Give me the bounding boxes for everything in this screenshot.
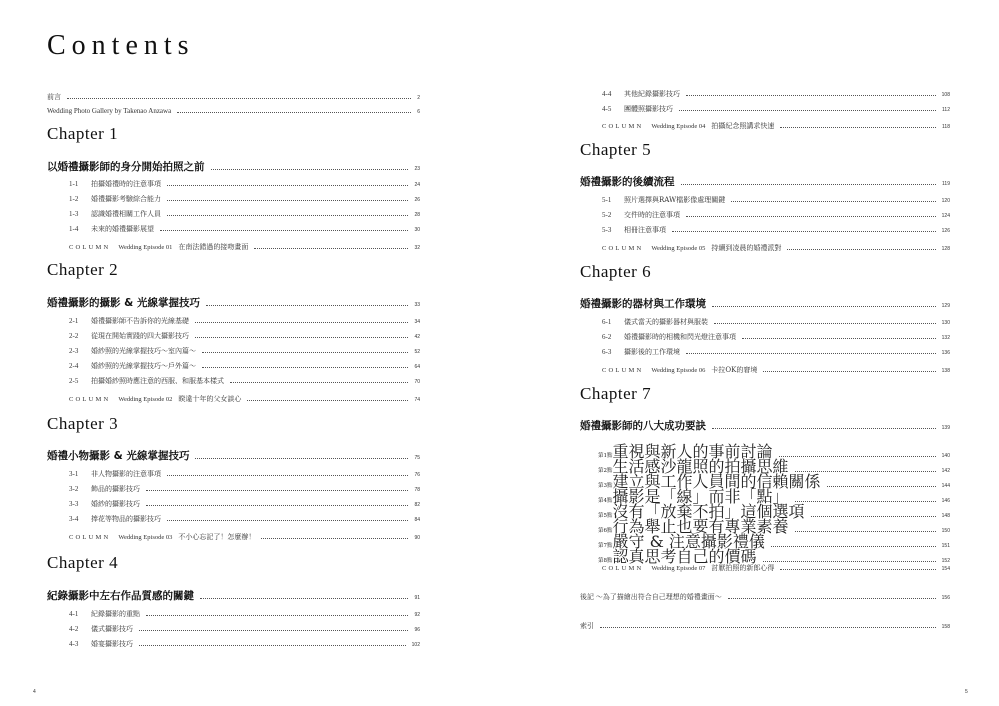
page-number: 156 (941, 595, 950, 601)
column-label: COLUMN (69, 396, 111, 403)
section-title: 生活感沙龍照的拍攝思維 (612, 457, 789, 476)
page-number: 130 (941, 320, 950, 326)
episode-title: 討厭拍照的新郎心得 (711, 564, 775, 572)
dot-leader (247, 400, 408, 401)
page-number: 78 (414, 487, 420, 493)
section-title: 從現在開始實踐的四大攝影技巧 (91, 332, 189, 340)
dot-leader (177, 112, 411, 113)
episode-number: Wedding Episode 07 (651, 565, 706, 572)
entry-text: 婚禮攝影的後續流程 (580, 176, 675, 188)
section-number: 1-3 (69, 210, 79, 218)
dot-leader (780, 127, 936, 128)
section-number: 6-1 (602, 318, 612, 326)
page-number: 144 (941, 483, 950, 489)
page-number: 138 (941, 368, 950, 374)
page-number: 24 (414, 182, 420, 188)
toc-entry-sec[interactable] (580, 104, 950, 114)
toc-entry-chapter (580, 384, 950, 404)
entry-text (69, 376, 224, 386)
page-number: 34 (414, 319, 420, 325)
dot-leader (731, 201, 935, 202)
section-number: 4-3 (69, 640, 79, 648)
section-number: 6-3 (602, 348, 612, 356)
page-number: 132 (941, 335, 950, 341)
dot-leader (679, 110, 936, 111)
section-title: 認識婚禮相關工作人員 (91, 210, 161, 218)
toc-entry-sec[interactable] (47, 224, 420, 234)
dot-leader (146, 505, 408, 506)
section-title: 攝影後的工作環境 (624, 348, 680, 356)
section-number: 6-2 (602, 333, 612, 341)
section-title: 行為舉止也要有專業素養 (612, 517, 789, 536)
section-title: 婚禮攝影時的相機和閃光燈注意事項 (624, 333, 736, 341)
toc-entry-sec[interactable] (47, 639, 420, 649)
dot-leader (712, 428, 936, 429)
page-number: 70 (414, 379, 420, 385)
section-number: 5-1 (602, 196, 612, 204)
section-title: 重視與新人的事前討論 (612, 442, 773, 461)
dot-leader (780, 569, 935, 570)
page-number: 136 (941, 350, 950, 356)
section-number: 第4點 (598, 498, 613, 504)
page-number: 126 (941, 228, 950, 234)
toc-entry-sec[interactable] (47, 179, 420, 189)
toc-entry-chapter (47, 553, 420, 573)
entry-text: Chapter 7 (580, 384, 652, 403)
section-number: 3-4 (69, 515, 79, 523)
section-title: 未來的婚禮攝影展望 (91, 225, 154, 233)
dot-leader (686, 216, 936, 217)
toc-entry-sec[interactable] (47, 469, 420, 479)
entry-text (602, 365, 757, 375)
contents-title: Contents (47, 30, 195, 61)
dot-leader (686, 95, 936, 96)
page-number: 150 (941, 528, 950, 534)
entry-text (69, 484, 140, 494)
section-number: 第6點 (598, 528, 613, 534)
column-label: COLUMN (69, 534, 111, 541)
dot-leader (763, 561, 936, 562)
entry-text (69, 331, 189, 341)
section-title: 交件時的注意事項 (624, 211, 680, 219)
toc-entry-sec[interactable] (47, 499, 420, 509)
section-number: 第8點 (598, 558, 613, 564)
page-number: 33 (414, 302, 420, 308)
toc-entry-sec[interactable] (47, 514, 420, 524)
page-number: 139 (941, 425, 950, 431)
entry-text (602, 210, 680, 220)
dot-leader (728, 598, 936, 599)
dot-leader (146, 615, 408, 616)
section-title: 非人物攝影的注意事項 (91, 470, 161, 478)
section-title: 捧花等物品的攝影技巧 (91, 515, 161, 523)
section-title: 飾品的攝影技巧 (91, 485, 140, 493)
dot-leader (202, 367, 408, 368)
page-number: 2 (417, 95, 420, 101)
toc-entry-column[interactable] (580, 365, 950, 375)
section-number: 3-3 (69, 500, 79, 508)
episode-title: 卡拉OK的窘境 (711, 366, 758, 374)
section-number: 5-3 (602, 226, 612, 234)
section-number: 2-4 (69, 362, 79, 370)
dot-leader (167, 200, 408, 201)
dot-leader (211, 169, 409, 170)
dot-leader (167, 215, 408, 216)
toc-entry-sec[interactable] (47, 624, 420, 634)
page-number: 112 (942, 107, 950, 113)
page-number: 146 (941, 498, 950, 504)
episode-title: 持續到凌晨的婚禮派對 (711, 244, 782, 252)
section-title: 拍攝婚紗照時應注意的西服、和服基本樣式 (91, 377, 224, 385)
entry-text: 婚禮攝影師的八大成功要訣 (580, 420, 706, 432)
toc-entry-chapter (47, 124, 420, 144)
toc-entry-sec[interactable] (47, 346, 420, 356)
toc-entry-chapter (47, 260, 420, 280)
section-number: 2-1 (69, 317, 79, 325)
column-label: COLUMN (602, 367, 644, 374)
page-number: 90 (414, 535, 420, 541)
section-number: 4-4 (602, 90, 612, 98)
section-number: 2-2 (69, 332, 79, 340)
section-title: 儀式攝影技巧 (91, 625, 133, 633)
toc-entry-sec[interactable] (580, 89, 950, 99)
section-title: 婚紗照的光線掌握技巧～室內篇～ (91, 347, 196, 355)
section-number: 5-2 (602, 211, 612, 219)
entry-text (602, 317, 708, 327)
toc-entry-head[interactable] (580, 296, 950, 311)
entry-text (69, 609, 140, 619)
section-title: 嚴守 & 注意攝影禮儀 (612, 532, 765, 551)
entry-text (602, 563, 774, 573)
dot-leader (167, 475, 408, 476)
page-number-left: 4 (33, 689, 36, 695)
section-title: 認真思考自己的價碼 (612, 547, 757, 566)
episode-number: Wedding Episode 02 (118, 396, 173, 403)
dot-leader (195, 458, 408, 459)
toc-entry-column[interactable] (47, 532, 420, 542)
entry-text: Chapter 6 (580, 262, 652, 281)
episode-title: 拍攝紀念照講求快速 (711, 122, 775, 130)
entry-text: Chapter 2 (47, 260, 119, 279)
section-title: 紀錄攝影的重點 (91, 610, 140, 618)
section-number: 4-2 (69, 625, 79, 633)
episode-number: Wedding Episode 05 (651, 245, 706, 252)
dot-leader (686, 353, 936, 354)
toc-entry-sec[interactable] (47, 194, 420, 204)
toc-entry-head[interactable] (580, 174, 950, 189)
section-number: 第3點 (598, 483, 613, 489)
section-number: 第5點 (598, 513, 613, 519)
dot-leader (195, 322, 408, 323)
page-number: 82 (414, 502, 420, 508)
dot-leader (230, 382, 408, 383)
dot-leader (261, 538, 408, 539)
toc-entry-sec[interactable] (580, 195, 950, 205)
entry-text (69, 346, 196, 356)
entry-text (602, 347, 680, 357)
dot-leader (672, 231, 936, 232)
section-number: 3-2 (69, 485, 79, 493)
episode-title: 在南法錯過的接吻畫面 (178, 243, 249, 251)
entry-text (69, 532, 255, 542)
entry-text (602, 104, 673, 114)
page-number: 6 (417, 109, 420, 115)
toc-entry-chapter (580, 262, 950, 282)
dot-leader (167, 185, 408, 186)
toc-entry-head[interactable] (47, 448, 420, 463)
entry-text (69, 514, 161, 524)
toc-entry-sec[interactable] (580, 332, 950, 342)
dot-leader (167, 520, 408, 521)
toc-entry-plain[interactable] (580, 592, 950, 602)
section-title: 沒有「放棄不拍」這個選項 (612, 502, 805, 521)
entry-text (69, 194, 161, 204)
page-number: 142 (941, 468, 950, 474)
episode-title: 睽違十年的父女談心 (178, 395, 242, 403)
toc-entry-plain[interactable] (580, 621, 950, 631)
section-title: 婚禮攝影考驗綜合能力 (91, 195, 161, 203)
dot-leader (202, 352, 408, 353)
toc-entry-chapter (580, 140, 950, 160)
section-number: 第7點 (598, 543, 613, 549)
dot-leader (146, 490, 408, 491)
episode-title: 不小心忘記了！怎麼辦！ (178, 533, 256, 541)
section-number: 2-5 (69, 377, 79, 385)
entry-text (69, 316, 189, 326)
toc-entry-column[interactable] (580, 243, 950, 253)
episode-number: Wedding Episode 06 (651, 367, 706, 374)
column-label: COLUMN (602, 245, 644, 252)
section-title: 婚宴攝影技巧 (91, 640, 133, 648)
section-title: 婚禮攝影師不告訴你的光線基礎 (91, 317, 189, 325)
entry-text: Chapter 3 (47, 414, 119, 433)
entry-text: 紀錄攝影中左右作品質感的關鍵 (47, 590, 194, 602)
page-number: 30 (414, 227, 420, 233)
entry-text (602, 121, 774, 131)
page-number: 102 (411, 642, 420, 648)
column-label: COLUMN (602, 123, 644, 130)
entry-text: Wedding Photo Gallery by Takenao Anzawa (47, 107, 172, 115)
section-number: 第1點 (598, 453, 613, 459)
column-label: COLUMN (602, 565, 644, 572)
dot-leader (206, 305, 408, 306)
dot-leader (139, 630, 408, 631)
toc-entry-plain[interactable] (47, 107, 420, 115)
page-number: 75 (414, 455, 420, 461)
entry-text: 後記 ～為了描繪出符合自己理想的婚禮畫面～ (580, 593, 722, 601)
page-number: 158 (941, 624, 950, 630)
toc-entry-sec[interactable] (47, 331, 420, 341)
page-number: 28 (414, 212, 420, 218)
dot-leader (200, 598, 408, 599)
page-number: 26 (414, 197, 420, 203)
column-label: COLUMN (69, 244, 111, 251)
dot-leader (600, 627, 936, 628)
toc-entry-sec[interactable] (47, 361, 420, 371)
entry-text (602, 195, 725, 205)
page-number: 52 (414, 349, 420, 355)
section-title: 團體照攝影技巧 (624, 105, 673, 113)
entry-text: 婚禮攝影的器材與工作環境 (580, 298, 706, 310)
toc-entry-sec[interactable] (580, 347, 950, 357)
toc-entry-column[interactable] (580, 121, 950, 131)
page-number: 91 (414, 595, 420, 601)
episode-number: Wedding Episode 04 (651, 123, 706, 130)
page-number: 151 (941, 543, 950, 549)
section-title: 婚紗的攝影技巧 (91, 500, 140, 508)
section-number: 1-4 (69, 225, 79, 233)
page-number: 76 (414, 472, 420, 478)
toc-entry-sec[interactable] (580, 317, 950, 327)
dot-leader (712, 306, 936, 307)
toc-entry-head[interactable] (580, 418, 950, 433)
toc-entry-head[interactable] (47, 588, 420, 603)
page-number: 118 (942, 124, 950, 130)
entry-text (69, 469, 161, 479)
entry-text (602, 243, 781, 253)
page-number: 129 (941, 303, 950, 309)
entry-text (69, 224, 154, 234)
toc-entry-column[interactable] (47, 242, 420, 252)
toc-entry-sec[interactable] (47, 376, 420, 386)
entry-text (69, 361, 196, 371)
toc-entry-column[interactable] (47, 394, 420, 404)
entry-text: 索引 (580, 622, 594, 630)
section-number: 第2點 (598, 468, 613, 474)
entry-text (69, 209, 161, 219)
toc-entry-sec[interactable] (47, 609, 420, 619)
dot-leader (254, 248, 408, 249)
section-number: 1-2 (69, 195, 79, 203)
toc-entry-plain[interactable] (47, 92, 420, 102)
dot-leader (67, 98, 411, 99)
page-number: 96 (414, 627, 420, 633)
dot-leader (742, 338, 936, 339)
toc-entry-sec[interactable] (580, 210, 950, 220)
section-title: 儀式當天的攝影器材與服裝 (624, 318, 708, 326)
entry-text: Chapter 1 (47, 124, 119, 143)
page-number: 120 (941, 198, 950, 204)
entry-text (602, 89, 680, 99)
section-title: 婚紗照的光線掌握技巧～戶外篇～ (91, 362, 196, 370)
entry-text: Chapter 4 (47, 553, 119, 572)
section-number: 1-1 (69, 180, 79, 188)
entry-text (69, 499, 140, 509)
dot-leader (787, 249, 935, 250)
page-number-right: 5 (965, 689, 968, 695)
toc-entry-sec[interactable] (47, 316, 420, 326)
entry-text (69, 179, 161, 189)
section-title: 照片選擇與RAW檔影像處理關鍵 (624, 196, 726, 204)
entry-text (69, 624, 133, 634)
entry-text: 婚禮攝影的攝影 & 光線掌握技巧 (47, 297, 200, 309)
toc-entry-sec[interactable] (580, 225, 950, 235)
page-number: 64 (414, 364, 420, 370)
page-number: 42 (414, 334, 420, 340)
toc-entry-column[interactable] (580, 563, 950, 573)
toc-entry-chapter (47, 414, 420, 434)
page-number: 152 (941, 558, 950, 564)
section-title: 相冊注意事項 (624, 226, 666, 234)
page-number: 140 (941, 453, 950, 459)
entry-text: 婚禮小物攝影 & 光線掌握技巧 (47, 450, 190, 462)
page-number: 119 (942, 181, 950, 187)
section-title: 攝影是「線」而非「點」 (612, 487, 789, 506)
toc-entry-head[interactable] (47, 159, 420, 174)
section-number: 2-3 (69, 347, 79, 355)
dot-leader (139, 645, 406, 646)
entry-text (602, 332, 736, 342)
section-number: 4-1 (69, 610, 79, 618)
page-number: 128 (941, 246, 950, 252)
page-number: 124 (941, 213, 950, 219)
section-title: 拍攝婚禮時的注意事項 (91, 180, 161, 188)
toc-entry-sec[interactable] (47, 484, 420, 494)
section-number: 3-1 (69, 470, 79, 478)
page-number: 148 (941, 513, 950, 519)
dot-leader (195, 337, 408, 338)
dot-leader (681, 184, 937, 185)
dot-leader (763, 371, 935, 372)
section-title: 其他紀錄攝影技巧 (624, 90, 680, 98)
page-number: 108 (941, 92, 950, 98)
entry-text (69, 394, 241, 404)
dot-leader (160, 230, 408, 231)
page-number: 92 (414, 612, 420, 618)
episode-number: Wedding Episode 01 (118, 244, 173, 251)
page-number: 23 (414, 166, 420, 172)
page-number: 32 (414, 245, 420, 251)
entry-text: 前言 (47, 93, 61, 101)
dot-leader (714, 323, 936, 324)
entry-text (69, 639, 133, 649)
toc-entry-head[interactable] (47, 295, 420, 310)
section-title: 建立與工作人員間的信賴關係 (612, 472, 821, 491)
entry-text (602, 225, 666, 235)
section-number: 4-5 (602, 105, 612, 113)
page-number: 74 (414, 397, 420, 403)
entry-text: 以婚禮攝影師的身分開始拍照之前 (47, 161, 205, 173)
page-number: 84 (414, 517, 420, 523)
page-number: 154 (941, 566, 950, 572)
entry-text: Chapter 5 (580, 140, 652, 159)
toc-entry-sec[interactable] (47, 209, 420, 219)
episode-number: Wedding Episode 03 (118, 534, 173, 541)
entry-text (69, 242, 248, 252)
